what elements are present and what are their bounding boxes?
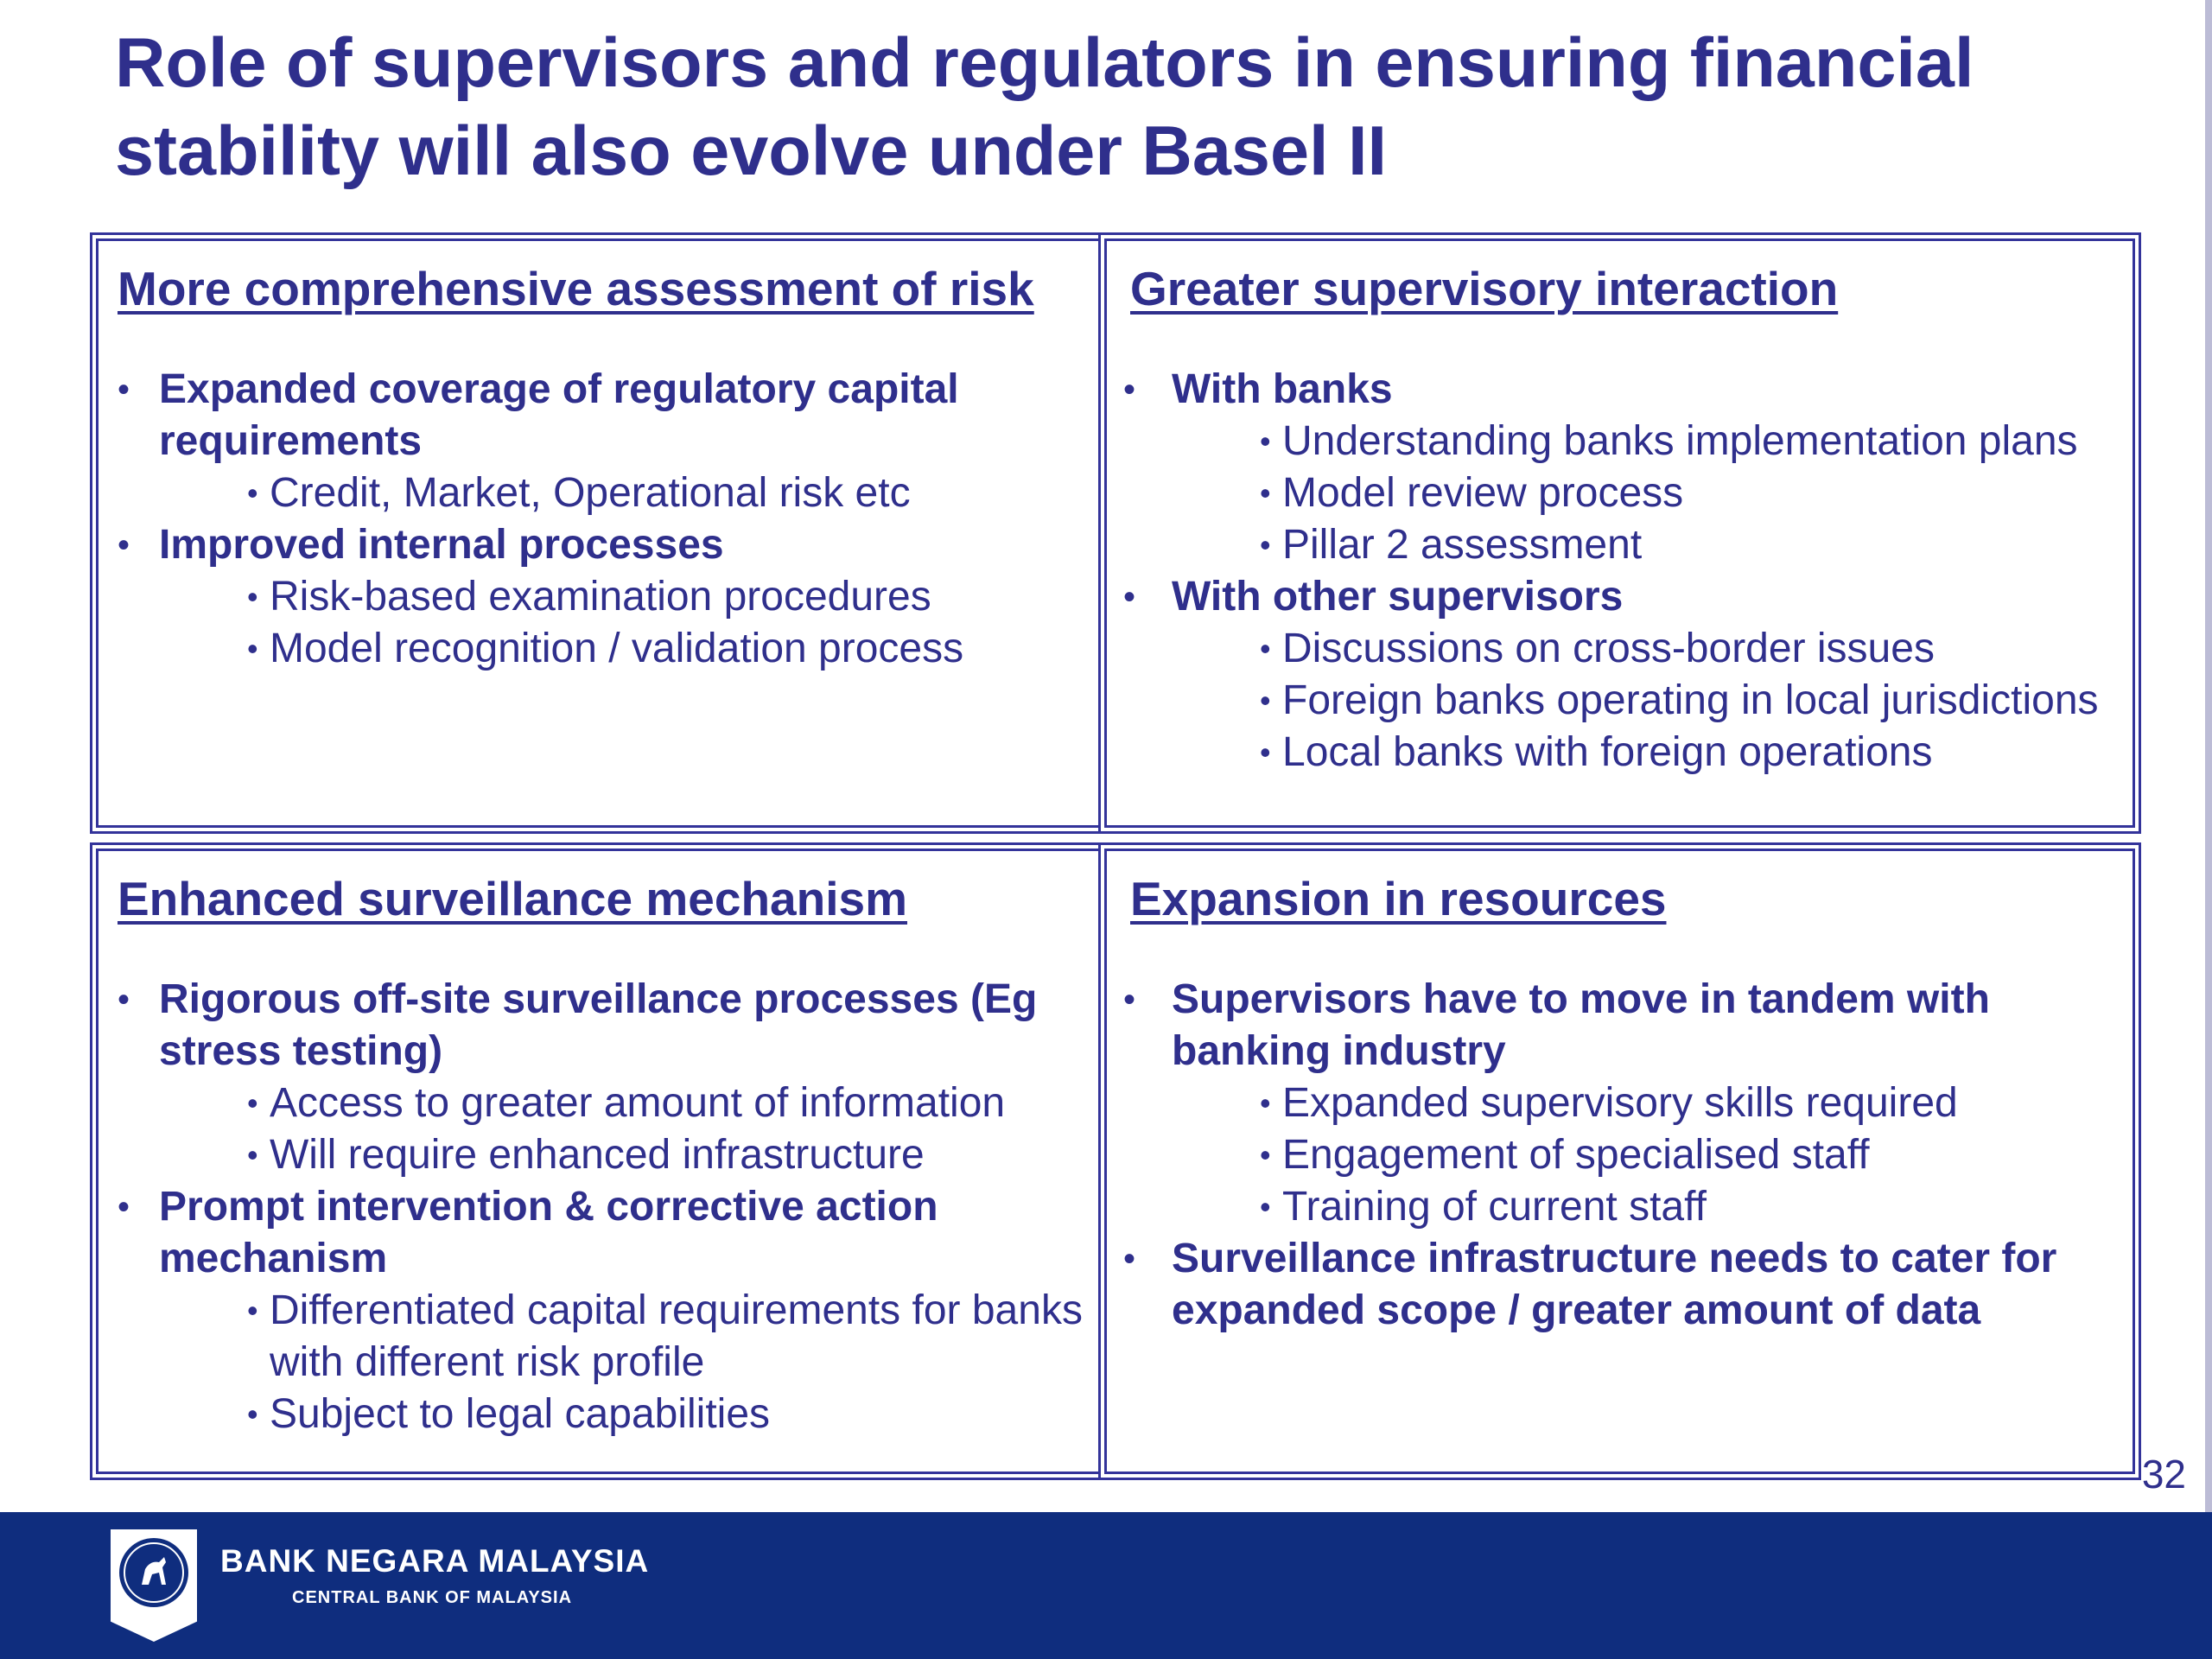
bank-subtitle: CENTRAL BANK OF MALAYSIA <box>292 1588 573 1607</box>
bullet-text: Supervisors have to move in tandem with banking industry <box>1172 976 1990 1074</box>
sub-bullet-item: • Understanding banks implementation plans <box>1172 416 2128 467</box>
sub-bullet-item: • Credit, Market, Operational risk etc <box>159 467 1090 519</box>
sub-bullet-item: • Expanded supervisory skills required <box>1172 1077 2128 1129</box>
bullet-item <box>1130 1233 2128 1337</box>
bullet-item <box>118 519 1090 675</box>
sub-bullet-item: • Model recognition / validation process <box>159 623 1090 675</box>
bullet-text: Rigorous off-site surveillance processes (Eg stress testing) <box>159 976 1038 1074</box>
sub-bullet-item: • Access to greater amount of information <box>159 1077 1090 1129</box>
bullet-text: Prompt intervention & corrective action mechanism <box>159 1184 938 1281</box>
bullet-item <box>1130 974 2128 1233</box>
quadrant-surveillance-mechanism <box>90 842 1108 1480</box>
bnm-logo-icon <box>111 1529 197 1642</box>
bullet-item <box>1130 364 2128 571</box>
bullet-text: With banks <box>1172 366 1393 412</box>
bank-name: BANK NEGARA MALAYSIA <box>220 1543 650 1579</box>
slide-title: Role of supervisors and regulators in ensuring financial stability will also evolve under Basel II <box>115 24 1974 190</box>
bullet-text: With other supervisors <box>1172 574 1624 620</box>
sub-bullet-item: • Subject to legal capabilities <box>159 1389 1090 1440</box>
quadrant-heading: Greater supervisory interaction <box>1130 262 1839 315</box>
bullet-list <box>1130 364 2128 779</box>
quadrant-risk-assessment <box>90 232 1108 834</box>
sub-bullet-item: • Differentiated capital requirements for banks with different risk profile <box>159 1285 1090 1389</box>
bullet-text: Improved internal processes <box>159 522 724 568</box>
sub-bullet-item: • Will require enhanced infrastructure <box>159 1129 1090 1181</box>
sub-bullet-item: • Discussions on cross-border issues <box>1172 623 2128 675</box>
sub-bullet-item: • Foreign banks operating in local jurisdictions <box>1172 675 2128 727</box>
bullet-list <box>1130 974 2128 1337</box>
bullet-text: Expanded coverage of regulatory capital requirements <box>159 366 959 464</box>
sub-bullet-item: • Risk-based examination procedures <box>159 571 1090 623</box>
sub-bullet-item: • Model review process <box>1172 467 2128 519</box>
right-edge-divider <box>2205 0 2212 1512</box>
bullet-list <box>118 364 1090 675</box>
bullet-item <box>118 974 1090 1181</box>
bnm-emblem-icon <box>116 1535 192 1611</box>
bullet-text: Surveillance infrastructure needs to cater for expanded scope / greater amount of data <box>1172 1236 2057 1333</box>
bullet-list <box>118 974 1090 1440</box>
quadrant-heading: Expansion in resources <box>1130 872 1667 925</box>
bullet-item <box>1130 571 2128 779</box>
sub-bullet-item: • Training of current staff <box>1172 1181 2128 1233</box>
quadrant-heading: More comprehensive assessment of risk <box>118 262 1034 315</box>
sub-bullet-item: • Local banks with foreign operations <box>1172 727 2128 779</box>
sub-bullet-item: • Pillar 2 assessment <box>1172 519 2128 571</box>
bullet-item <box>118 1181 1090 1440</box>
footer-bar <box>0 1512 2212 1659</box>
bullet-item <box>118 364 1090 519</box>
quadrant-resources <box>1098 842 2141 1480</box>
quadrant-supervisory-interaction <box>1098 232 2141 834</box>
quadrant-heading: Enhanced surveillance mechanism <box>118 872 907 925</box>
page-number: 32 <box>2141 1452 2186 1497</box>
sub-bullet-item: • Engagement of specialised staff <box>1172 1129 2128 1181</box>
